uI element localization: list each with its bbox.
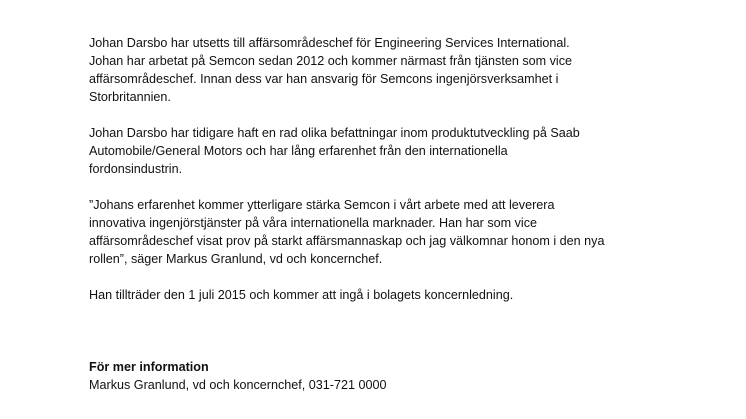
contact-line: Markus Granlund, vd och koncernchef, 031-721 0000: [89, 378, 387, 392]
text-line: innovativa ingenjörstjänster på våra internationella marknader. Han har som vice: [89, 216, 538, 230]
text-line: fordonsindustrin.: [89, 162, 183, 176]
paragraph-quote: [89, 196, 689, 268]
more-info-section: [89, 358, 689, 394]
paragraph-appointment: [89, 34, 689, 106]
text-line: rollen”, säger Markus Granlund, vd och koncernchef.: [89, 252, 383, 266]
text-line: Storbritannien.: [89, 90, 171, 104]
text-line: Johan Darsbo har tidigare haft en rad olika befattningar inom produktutveckling på Saab: [89, 126, 580, 140]
text-line: ”Johans erfarenhet kommer ytterligare stärka Semcon i vårt arbete med att leverera: [89, 198, 555, 212]
more-info-heading: För mer information: [89, 360, 209, 374]
paragraph-start-date: [89, 286, 689, 304]
text-line: Automobile/General Motors och har lång erfarenhet från den internationella: [89, 144, 508, 158]
text-line: Han tillträder den 1 juli 2015 och kommer att ingå i bolagets koncernledning.: [89, 288, 514, 302]
text-line: affärsområdeschef. Innan dess var han ansvarig för Semcons ingenjörsverksamhet i: [89, 72, 559, 86]
text-line: affärsområdeschef visat prov på starkt affärsmannaskap och jag välkomnar honom i den nya: [89, 234, 605, 248]
paragraph-background: [89, 124, 689, 178]
spacer: [89, 322, 689, 358]
text-line: Johan Darsbo har utsetts till affärsområdeschef för Engineering Services International.: [89, 36, 570, 50]
document-body: [89, 34, 689, 394]
text-line: Johan har arbetat på Semcon sedan 2012 och kommer närmast från tjänsten som vice: [89, 54, 573, 68]
